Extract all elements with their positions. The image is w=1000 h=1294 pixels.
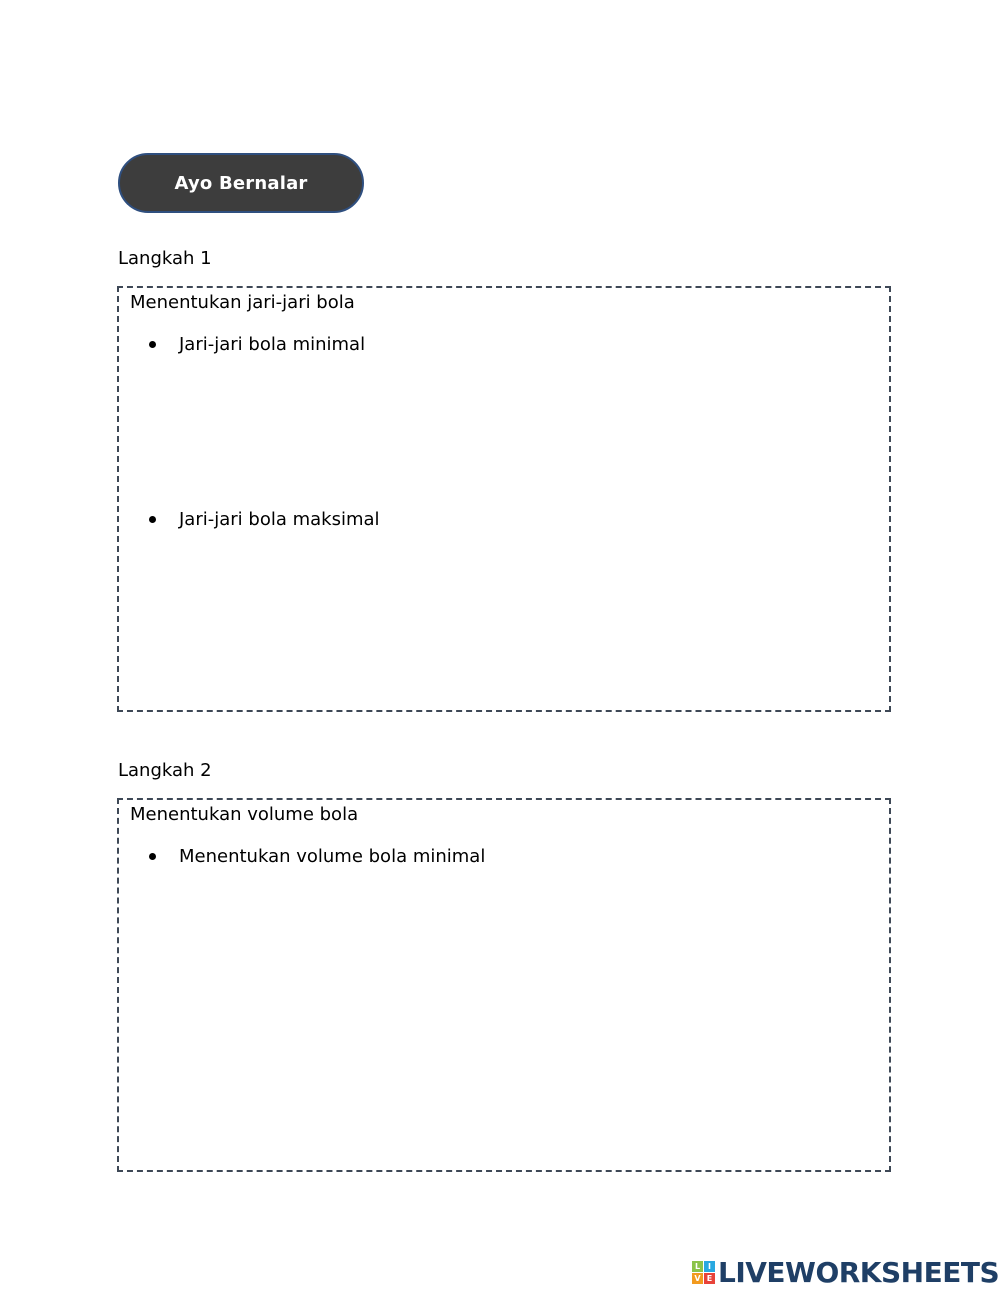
step-1-title: Menentukan jari-jari bola (130, 292, 355, 313)
step-2-title: Menentukan volume bola (130, 804, 359, 825)
section-badge (118, 153, 364, 213)
step-2-label: Langkah 2 (118, 760, 212, 781)
logo-mark-cell: L (692, 1261, 703, 1272)
logo-mark-cell: I (704, 1261, 715, 1272)
list-item (149, 334, 365, 355)
logo-mark-cell: V (692, 1273, 703, 1284)
logo-mark-cell: E (704, 1273, 715, 1284)
liveworksheets-logo (692, 1256, 999, 1289)
bullet-icon (149, 853, 156, 860)
bullet-icon (149, 341, 156, 348)
logo-mark-icon (692, 1261, 715, 1284)
logo-text: LIVEWORKSHEETS (718, 1256, 1000, 1289)
list-item-text: Jari-jari bola minimal (179, 334, 366, 355)
step-1-box (117, 286, 891, 712)
list-item (149, 846, 485, 867)
list-item (149, 509, 380, 530)
step-1-label: Langkah 1 (118, 248, 212, 269)
list-item-text: Menentukan volume bola minimal (179, 846, 486, 867)
step-2-box (117, 798, 891, 1172)
bullet-icon (149, 516, 156, 523)
list-item-text: Jari-jari bola maksimal (179, 509, 380, 530)
section-badge-label: Ayo Bernalar (174, 172, 308, 194)
